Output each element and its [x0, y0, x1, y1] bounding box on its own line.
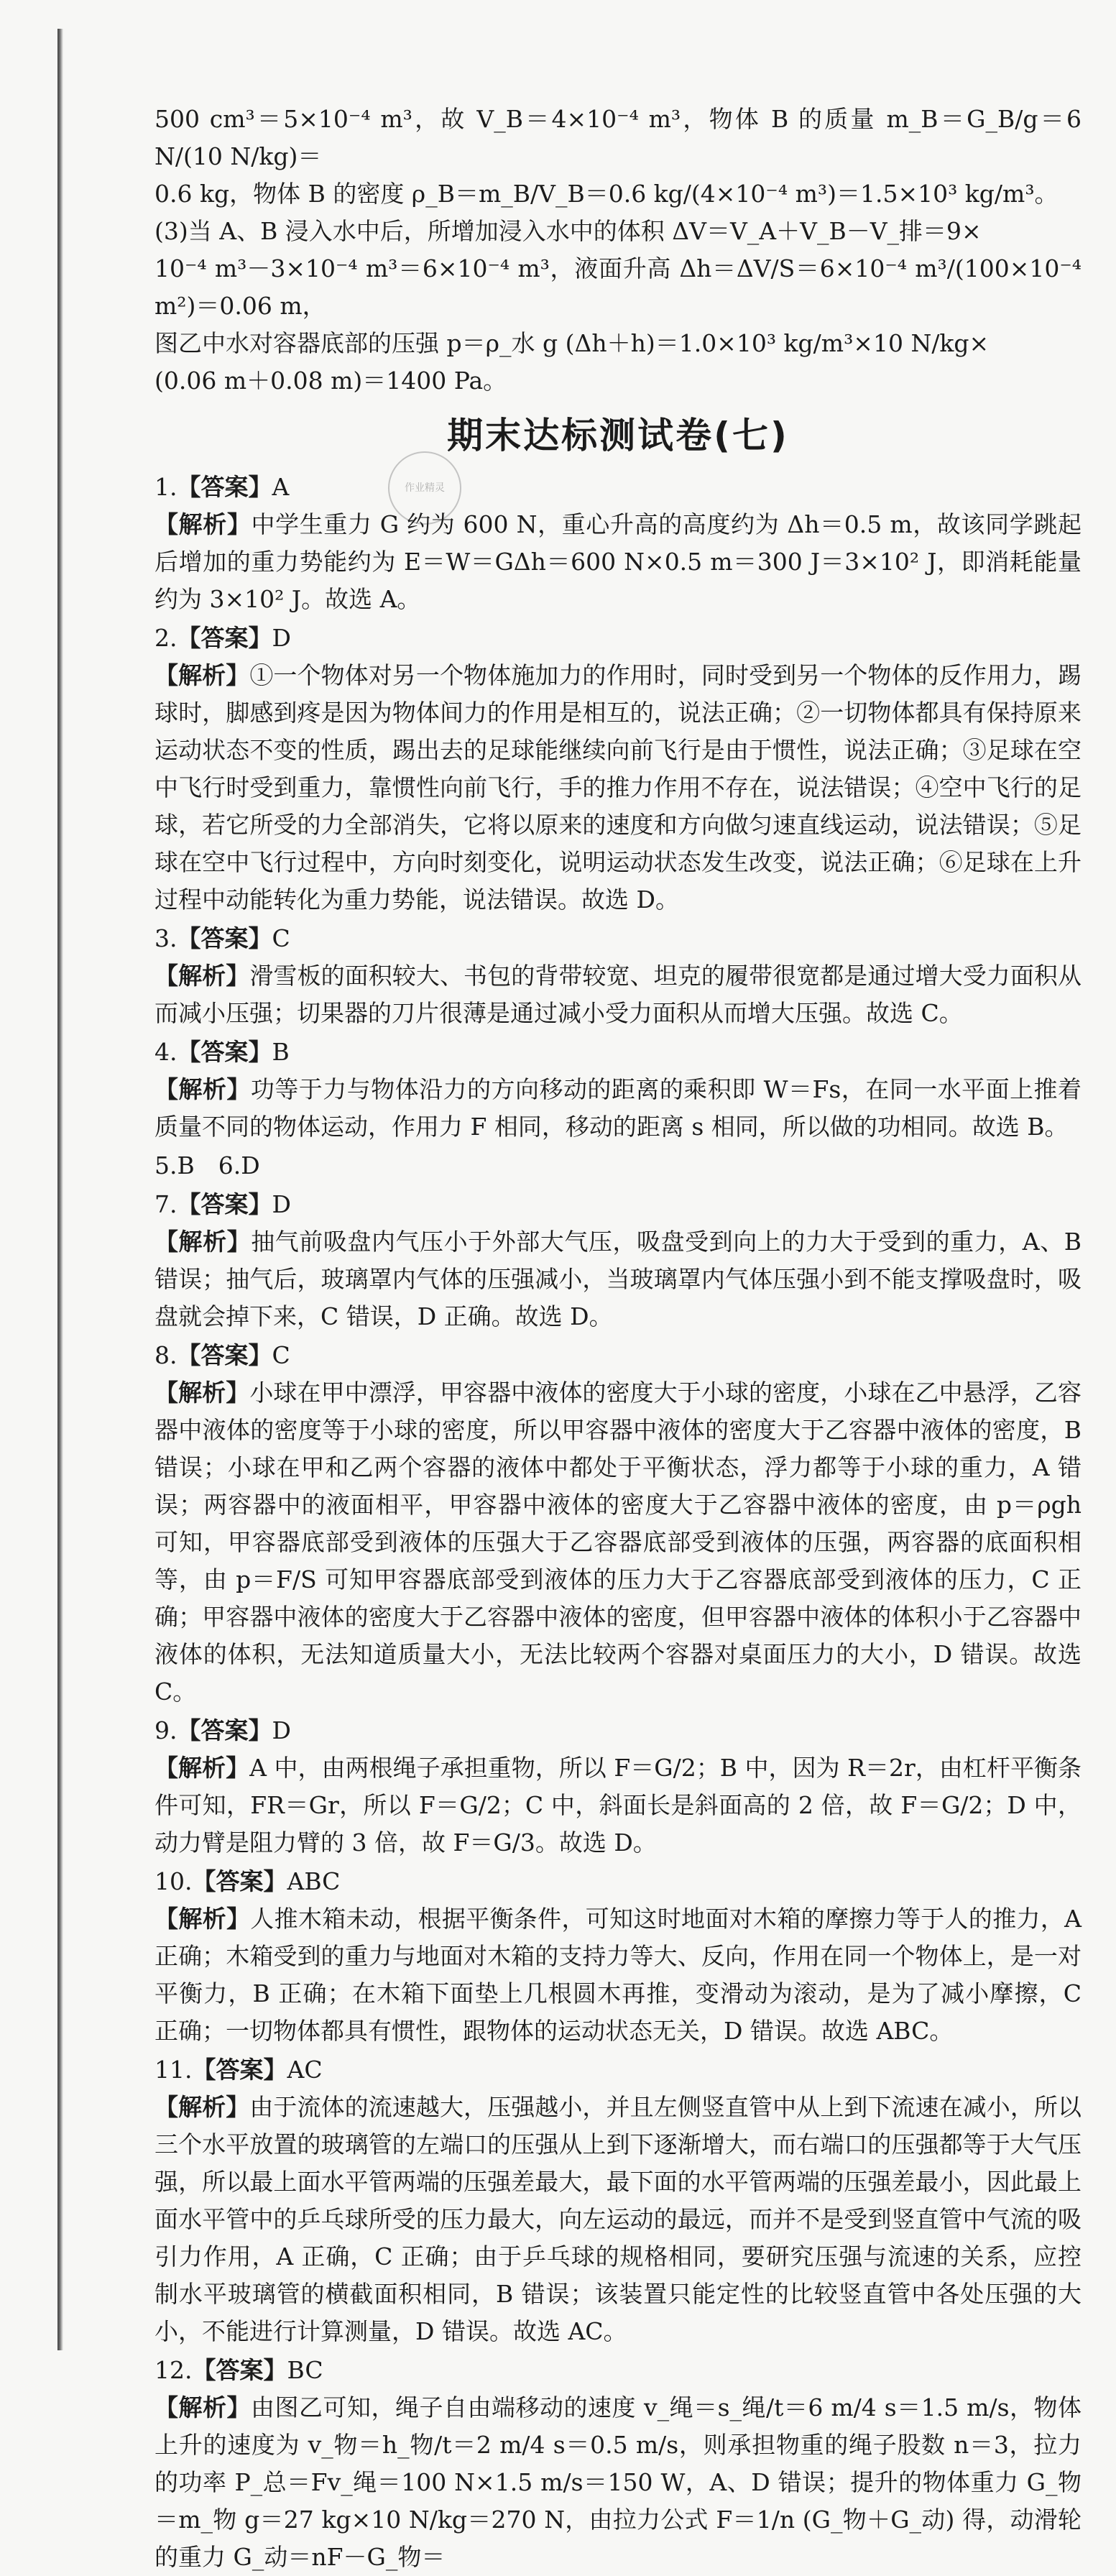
item-number: 12.: [155, 2356, 193, 2384]
answer-value: B: [272, 1038, 290, 1066]
text-line: (3)当 A、B 浸入水中后，所增加浸入水中的体积 ΔV＝V_A＋V_B－V_排＝9×: [155, 217, 982, 245]
analysis-label: 【解析】: [155, 1754, 250, 1782]
text-line: 0.6 kg，物体 B 的密度 ρ_B＝m_B/V_B＝0.6 kg/(4×10⁻⁴ m³)＝1.5×10³ kg/m³。: [155, 180, 1059, 208]
answer-item-2: [155, 620, 1082, 919]
answer-label: 【答案】: [177, 1190, 272, 1218]
answer-label: 【答案】: [177, 473, 272, 501]
answer-item-8: [155, 1337, 1082, 1711]
item-number: 11.: [155, 2056, 193, 2084]
analysis-text: 由图乙可知，绳子自由端移动的速度 v_绳＝s_绳/t＝6 m/4 s＝1.5 m/s，物体上升的速度为 v_物＝h_物/t＝2 m/4 s＝0.5 m/s，则承担物重的绳子股数 n＝3，拉力的功率 P_总＝Fv_绳＝100 N×1.5 m/s＝150 W，A、D 错误；提升的物体重力 G_物＝m_物 g＝27 kg×10 N/kg＝270 N，由拉力公式 F＝1/n (G_物＋G_动) 得，动滑轮的重力 G_动＝nF－G_物＝: [155, 2393, 1082, 2571]
text-line: 图乙中水对容器底部的压强 p＝ρ_水 g (Δh＋h)＝1.0×10³ kg/m³×10 N/kg×: [155, 329, 990, 357]
answer-item-5-6: [155, 1147, 1082, 1184]
answer-value: D: [272, 1190, 291, 1218]
item-number: 1.: [155, 473, 177, 501]
answer-item-4: [155, 1034, 1082, 1146]
analysis-text: 中学生重力 G 约为 600 N，重心升高的高度约为 Δh＝0.5 m，故该同学跳起后增加的重力势能约为 E＝W＝GΔh＝600 N×0.5 m＝300 J＝3×10² J，即消耗能量约为 3×10² J。故选 A。: [155, 510, 1082, 613]
text-line: 500 cm³＝5×10⁻⁴ m³，故 V_B＝4×10⁻⁴ m³，物体 B 的质量 m_B＝G_B/g＝6 N/(10 N/kg)＝: [155, 105, 1082, 170]
analysis-text: 由于流体的流速越大，压强越小，并且左侧竖直管中从上到下流速在减小，所以三个水平放置的玻璃管的左端口的压强从上到下逐渐增大，而右端口的压强都等于大气压强，所以最上面水平管两端的压强差最大，最下面的水平管两端的压强差最小，因此最上面水平管中的乒乓球所受的压力最大，向左运动的最远，而并不是受到竖直管中气流的吸引力作用，A 正确，C 正确；由于乒乓球的规格相同，要研究压强与流速的关系，应控制水平玻璃管的横截面积相同，B 错误；该装置只能定性的比较竖直管中各处压强的大小，不能进行计算测量，D 错误。故选 AC。: [155, 2093, 1082, 2345]
answer-label: 【答案】: [192, 1867, 287, 1895]
item-number: 2.: [155, 624, 177, 652]
page-binding-edge: [57, 29, 63, 2350]
answer-label: 【答案】: [177, 624, 272, 652]
answer-label: 【答案】: [177, 924, 272, 952]
text-line: (0.06 m＋0.08 m)＝1400 Pa。: [155, 367, 507, 395]
analysis-label: 【解析】: [155, 1075, 251, 1103]
analysis-text: 抽气前吸盘内气压小于外部大气压，吸盘受到向上的力大于受到的重力，A、B 错误；抽气后，玻璃罩内气体的压强减小，当玻璃罩内气体压强小到不能支撑吸盘时，吸盘就会掉下来，C 错误，D 正确。故选 D。: [155, 1228, 1082, 1330]
answer-value: C: [272, 924, 290, 952]
answer-item-1: [155, 469, 1082, 618]
previous-solution-continuation: [155, 101, 1082, 400]
answer-value: A: [272, 473, 290, 501]
analysis-label: 【解析】: [155, 661, 250, 689]
answer-label: 【答案】: [192, 2056, 287, 2084]
analysis-label: 【解析】: [155, 962, 250, 990]
answer-label: 【答案】: [177, 1716, 272, 1744]
answer-list: [155, 469, 1082, 2576]
analysis-label: 【解析】: [155, 1905, 251, 1933]
answer-value: AC: [287, 2056, 323, 2084]
text-line: 10⁻⁴ m³－3×10⁻⁴ m³＝6×10⁻⁴ m³，液面升高 Δh＝ΔV/S＝6×10⁻⁴ m³/(100×10⁻⁴ m²)＝0.06 m，: [155, 254, 1082, 320]
stamp-text: 作业精灵: [405, 482, 445, 494]
item-number: 9.: [155, 1716, 177, 1744]
document-page: [155, 101, 1082, 2576]
answer-item-10: [155, 1863, 1082, 2050]
answer-value: ABC: [287, 1867, 341, 1895]
answer-value: D: [272, 624, 291, 652]
answer-item-12: [155, 2352, 1082, 2576]
answer-value: D: [272, 1716, 291, 1744]
analysis-label: 【解析】: [155, 510, 252, 538]
answer-label: 【答案】: [177, 1038, 272, 1066]
analysis-text: 小球在甲中漂浮，甲容器中液体的密度大于小球的密度，小球在乙中悬浮，乙容器中液体的密度等于小球的密度，所以甲容器中液体的密度大于乙容器中液体的密度，B 错误；小球在甲和乙两个容器的液体中都处于平衡状态，浮力都等于小球的重力，A 错误；两容器中的液面相平，甲容器中液体的密度大于乙容器中液体的密度，由 p＝ρgh 可知，甲容器底部受到液体的压强大于乙容器底部受到液体的压强，两容器的底面积相等，由 p＝F/S 可知甲容器底部受到液体的压力大于乙容器底部受到液体的压力，C 正确；甲容器中液体的密度大于乙容器中液体的密度，但甲容器中液体的体积小于乙容器中液体的体积，无法知道质量大小，无法比较两个容器对桌面压力的大小，D 错误。故选 C。: [155, 1379, 1082, 1706]
item-number: 4.: [155, 1038, 177, 1066]
answer-item-7: [155, 1186, 1082, 1335]
answer-label: 【答案】: [177, 1341, 272, 1369]
analysis-text: 人推木箱未动，根据平衡条件，可知这时地面对木箱的摩擦力等于人的推力，A 正确；木箱受到的重力与地面对木箱的支持力等大、反向，作用在同一个物体上，是一对平衡力，B 正确；在木箱下面垫上几根圆木再推，变滑动为滚动，是为了减小摩擦，C 正确；一切物体都具有惯性，跟物体的运动状态无关，D 错误。故选 ABC。: [155, 1905, 1082, 2045]
analysis-label: 【解析】: [155, 1379, 250, 1407]
analysis-text: A 中，由两根绳子承担重物，所以 F＝G/2；B 中，因为 R＝2r，由杠杆平衡条件可知，FR＝Gr，所以 F＝G/2；C 中，斜面长是斜面高的 2 倍，故 F＝G/2；D 中，动力臂是阻力臂的 3 倍，故 F＝G/3。故选 D。: [155, 1754, 1082, 1857]
answer-item-11: [155, 2051, 1082, 2350]
short-answers: 5.B 6.D: [155, 1151, 260, 1179]
item-number: 3.: [155, 924, 177, 952]
answer-item-9: [155, 1712, 1082, 1862]
analysis-text: 功等于力与物体沿力的方向移动的距离的乘积即 W＝Fs，在同一水平面上推着质量不同的物体运动，作用力 F 相同，移动的距离 s 相同，所以做的功相同。故选 B。: [155, 1075, 1082, 1141]
analysis-label: 【解析】: [155, 1228, 252, 1256]
answer-label: 【答案】: [192, 2356, 287, 2384]
answer-value: BC: [287, 2356, 323, 2384]
item-number: 7.: [155, 1190, 177, 1218]
page-title: 期末达标测试卷(七): [447, 415, 789, 456]
answer-item-3: [155, 920, 1082, 1032]
answer-value: C: [272, 1341, 290, 1369]
analysis-text: 滑雪板的面积较大、书包的背带较宽、坦克的履带很宽都是通过增大受力面积从而减小压强；切果器的刀片很薄是通过减小受力面积从而增大压强。故选 C。: [155, 962, 1082, 1027]
analysis-text: ①一个物体对另一个物体施加力的作用时，同时受到另一个物体的反作用力，踢球时，脚感到疼是因为物体间力的作用是相互的，说法正确；②一切物体都具有保持原来运动状态不变的性质，踢出去的足球能继续向前飞行是由于惯性，说法正确；③足球在空中飞行时受到重力，靠惯性向前飞行，手的推力作用不存在，说法错误；④空中飞行的足球，若它所受的力全部消失，它将以原来的速度和方向做匀速直线运动，说法错误；⑤足球在空中飞行过程中，方向时刻变化，说明运动状态发生改变，说法正确；⑥足球在上升过程中动能转化为重力势能，说法错误。故选 D。: [155, 661, 1082, 914]
item-number: 10.: [155, 1867, 193, 1895]
analysis-label: 【解析】: [155, 2093, 250, 2121]
analysis-label: 【解析】: [155, 2393, 251, 2421]
item-number: 8.: [155, 1341, 177, 1369]
